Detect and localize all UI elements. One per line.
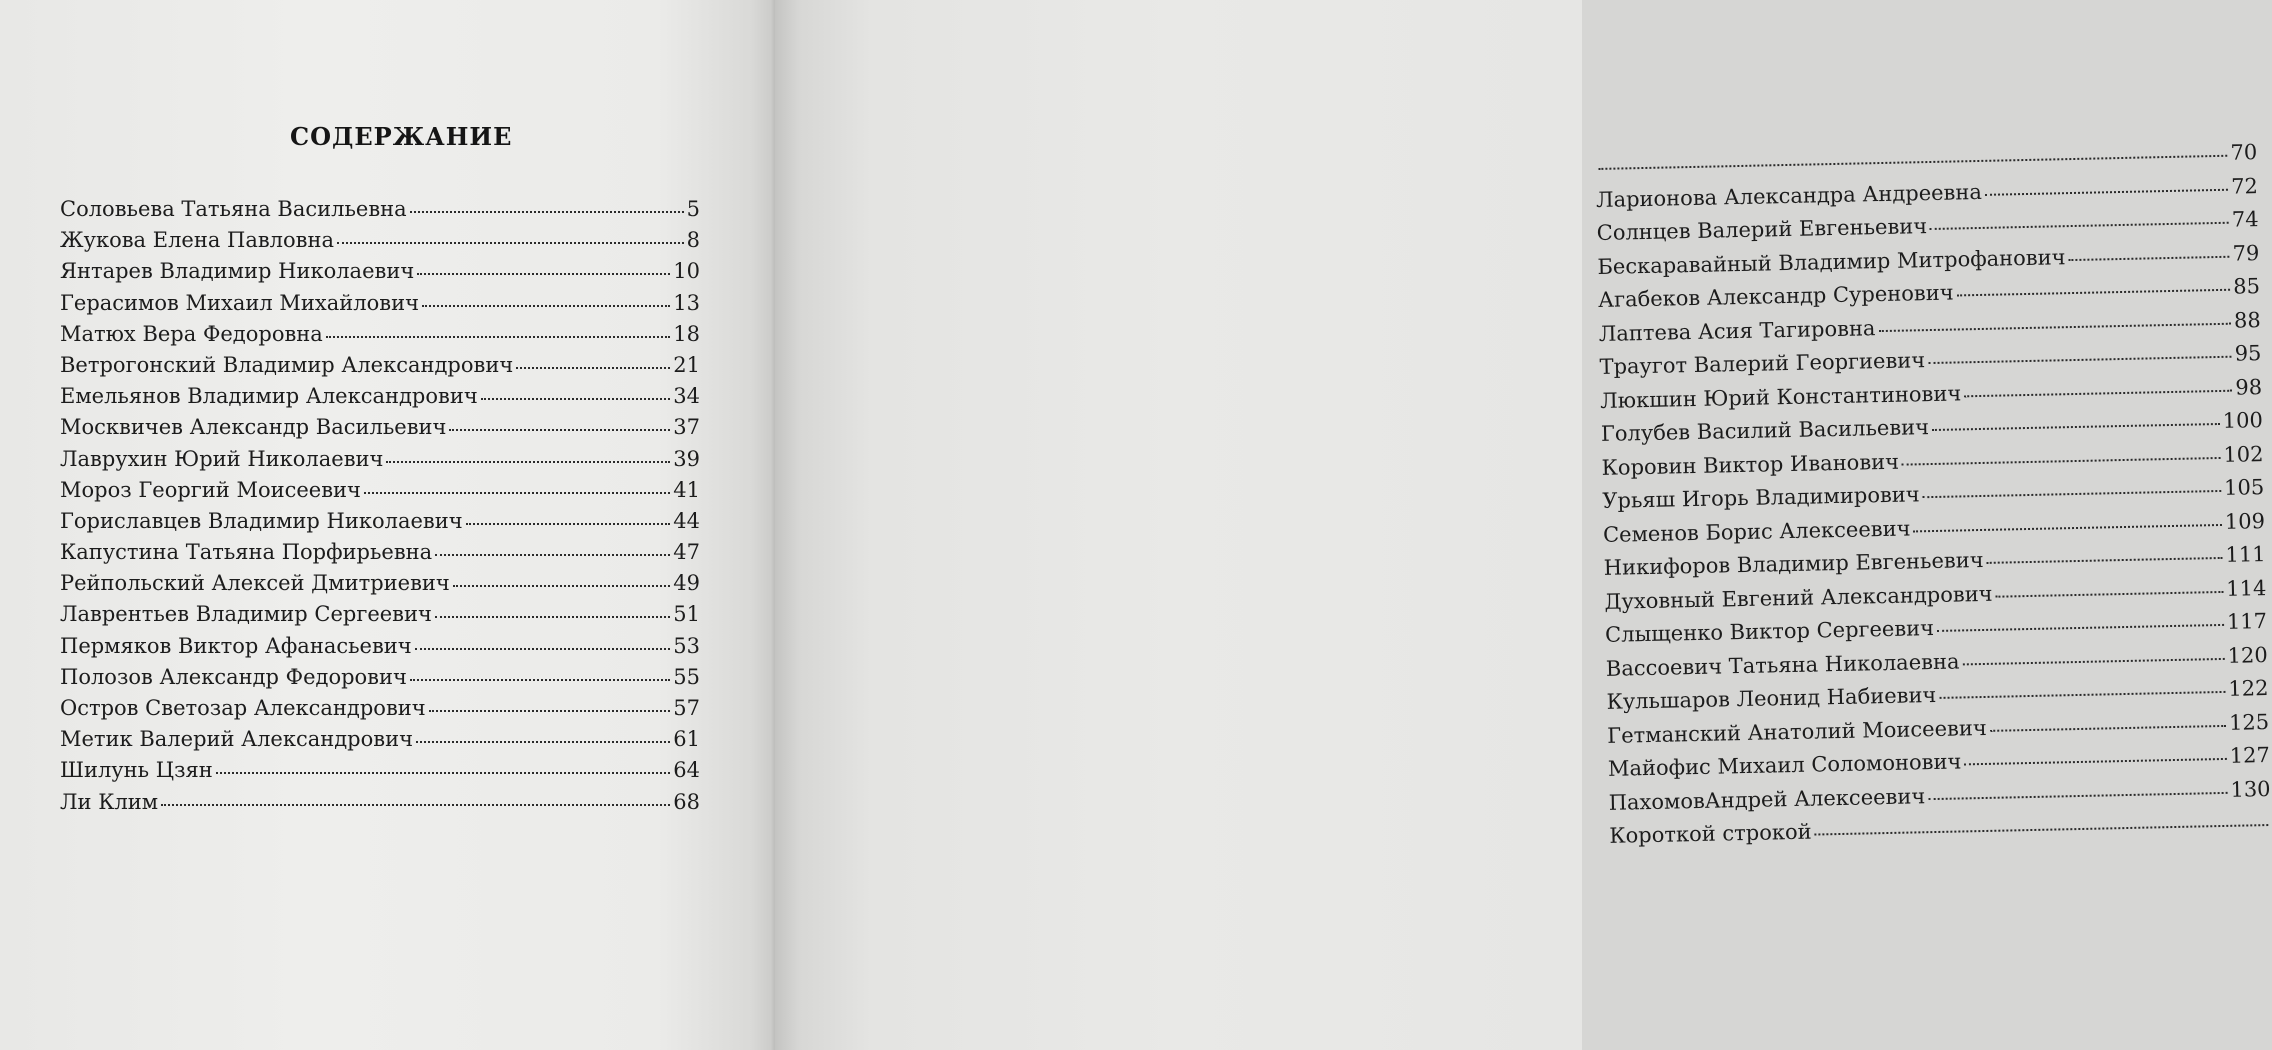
toc-entry-name: Остров Светозар Александрович [60,696,426,720]
toc-entry-name: Метик Валерий Александрович [60,727,413,752]
toc-entry-page-number: 130 [2230,776,2271,802]
dot-leader [1957,285,2231,297]
dot-leader [417,269,670,275]
toc-entry [60,444,700,475]
toc-entry-name: Гориславцев Владимир Николаевич [60,508,463,533]
toc-entry [60,194,700,225]
toc-entry-page-number: 120 [2227,642,2268,668]
toc-entry-page-number: 88 [2233,307,2261,333]
dot-leader [422,301,670,307]
toc-entry-page-number: 95 [2234,341,2262,366]
toc-entry-name: Лаптева Асия Тагировна [1598,315,1876,346]
toc-entry-name: Майофис Михаил Соломонович [1607,749,1962,781]
toc-entry [60,288,700,319]
toc-entry-name: Полозов Александр Федорович [60,664,407,689]
toc-entry-page-number: 127 [2229,743,2271,768]
toc-entry-page-number: 117 [2226,609,2268,634]
toc-entry-name: Соловьева Татьяна Васильевна [60,197,407,221]
toc-entry [60,755,700,786]
dot-leader [364,488,670,494]
dot-leader [1937,620,2224,632]
toc-entry-name: Короткой строкой [1609,819,1812,848]
dot-leader [1932,419,2220,431]
toc-entry [60,724,700,755]
toc-entry-page-number: 55 [673,664,700,689]
toc-entry-page-number: 10 [673,259,700,284]
dot-leader [326,332,670,338]
toc-entry-name: Траугот Валерий Георгиевич [1599,348,1926,379]
toc-entry [60,506,700,537]
toc-entry [60,412,700,443]
toc-entry-name: Янтарев Владимир Николаевич [60,259,415,284]
toc-entry-page-number: 37 [673,415,700,440]
toc-entry-page-number: 44 [673,508,700,533]
toc-entry [60,693,700,724]
toc-entry [60,787,700,818]
toc-entry-name: Слыщенко Виктор Сергеевич [1604,616,1935,647]
toc-entry-page-number: 79 [2232,240,2260,266]
dot-leader [435,550,670,556]
dot-leader [410,675,670,681]
toc-entry-page-number: 51 [673,602,700,627]
toc-entry-page-number: 72 [2230,173,2259,199]
toc-entry-page-number: 61 [673,727,700,752]
toc-entry [60,256,700,287]
toc-entry-name: Бескаравайный Владимир Митрофанович [1597,244,2066,279]
dot-leader [1923,486,2222,498]
dot-leader [1913,519,2221,531]
toc-entry-page-number: 102 [2223,441,2264,467]
toc-entry-page-number: 74 [2231,207,2259,232]
toc-entry-name: Ветрогонский Владимир Александрович [60,352,514,377]
toc-entry [60,350,700,381]
toc-entry [60,537,700,568]
toc-entry-name: Коровин Виктор Иванович [1601,449,1900,480]
toc-entry-page-number: 111 [2225,542,2266,567]
dot-leader [337,238,684,244]
toc-list-left [60,194,700,818]
dot-leader [429,706,671,712]
dot-leader [453,581,670,587]
toc-entry-page-number: 53 [673,633,700,658]
toc-entry-page-number: 39 [673,446,700,471]
dot-leader [1939,687,2225,699]
toc-entry-name: Герасимов Михаил Михайлович [60,290,419,315]
contents-heading: СОДЕРЖАНИЕ [290,122,513,151]
toc-entry-name: Емельянов Владимир Александрович [60,384,478,409]
dot-leader [1995,586,2223,597]
toc-entry [60,475,700,506]
dot-leader [435,612,670,618]
dot-leader [1930,218,2229,230]
toc-entry [60,225,700,256]
dot-leader [516,363,670,369]
toc-entry-name: Духовный Евгений Александрович [1604,581,1993,614]
dot-leader [1964,754,2227,765]
toc-entry-name: Урьяш Игорь Владимирович [1602,482,1920,513]
dot-leader [415,644,671,650]
toc-entry-name: Гетманский Анатолий Моисеевич [1607,715,1987,748]
dot-leader [449,425,670,431]
toc-entry-name: Рейпольский Алексей Дмитриевич [60,571,450,596]
toc-entry-page-number: 70 [2230,140,2258,165]
dot-leader [1598,151,2227,170]
left-page [0,0,775,1050]
dot-leader [2068,251,2229,260]
toc-entry-page-number: 109 [2224,508,2266,534]
toc-entry-name: Голубев Василий Васильевич [1600,415,1930,446]
dot-leader [1928,352,2232,364]
toc-entry-name: Ли Клим [60,789,159,814]
toc-entry [60,568,700,599]
dot-leader [1902,452,2221,465]
dot-leader [1985,184,2228,195]
toc-entry-page-number: 68 [673,789,700,814]
toc-entry-page-number: 34 [673,384,700,409]
toc-entry-name: Кульшаров Леонид Набиевич [1606,682,1937,714]
dot-leader [466,519,671,525]
dot-leader [1878,318,2231,331]
toc-entry-page-number: 5 [686,197,700,221]
dot-leader [386,457,670,463]
toc-entry [60,662,700,693]
toc-entry-name: Солнцев Валерий Евгеньевич [1596,214,1928,245]
toc-entry-page-number: 105 [2223,475,2265,500]
dot-leader [416,737,670,743]
toc-entry-page-number: 114 [2225,575,2267,601]
toc-entry-name: ПахомовАндрей Алексеевич [1608,783,1926,815]
toc-entry-name: Жукова Елена Павловна [60,228,335,253]
toc-entry-page-number: 122 [2228,676,2269,701]
toc-entry-name: Лаврентьев Владимир Сергеевич [60,602,432,627]
toc-entry-page-number: 47 [673,540,700,565]
toc-entry-name: Люкшин Юрий Константинович [1599,380,1962,413]
toc-entry-page-number: 98 [2235,374,2263,400]
dot-leader [1962,653,2224,664]
toc-entry-name: Агабеков Александр Суренович [1597,280,1954,312]
dot-leader [1928,787,2227,799]
toc-entry-page-number: 49 [673,571,700,596]
toc-entry-page-number: 57 [673,696,700,720]
toc-entry-page-number: 85 [2233,274,2261,299]
toc-entry [60,381,700,412]
toc-entry-name: Вассоевич Татьяна Николаевна [1605,648,1960,681]
dot-leader [1987,553,2223,564]
dot-leader [1964,385,2232,397]
toc-entry-page-number: 13 [673,290,700,315]
toc-entry-name: Мороз Георгий Моисеевич [60,477,361,502]
toc-entry-name: Ларионова Александра Андреевна [1595,179,1983,212]
toc-entry-name: Матюх Вера Федоровна [60,321,323,346]
dot-leader [481,394,671,400]
toc-entry-page-number: 100 [2222,408,2264,433]
toc-list-right [1595,136,2272,853]
toc-entry-name: Никифоров Владимир Евгеньевич [1603,547,1984,580]
toc-entry [60,599,700,630]
toc-entry-page-number: 8 [686,228,700,253]
right-page [775,0,2271,1050]
toc-entry-name: Шилунь Цзян [60,758,213,783]
toc-entry-page-number: 125 [2228,709,2270,735]
toc-entry-page-number: 21 [673,352,700,377]
toc-entry [60,319,700,350]
toc-entry-name: Москвичев Александр Васильевич [60,415,447,440]
toc-entry-page-number: 18 [673,321,700,346]
toc-entry-name: Лаврухин Юрий Николаевич [60,446,384,471]
dot-leader [216,768,670,774]
dot-leader [410,207,684,213]
dot-leader [1815,820,2269,836]
toc-entry-page-number: 64 [673,758,700,783]
toc-entry-page-number: 41 [673,477,700,502]
toc-entry-name: Капустина Татьяна Порфирьевна [60,540,433,565]
toc-entry-name: Пермяков Виктор Афанасьевич [60,633,412,658]
dot-leader [161,800,670,806]
dot-leader [1990,720,2226,731]
toc-entry [60,631,700,662]
toc-entry-name: Семенов Борис Алексеевич [1602,515,1911,547]
